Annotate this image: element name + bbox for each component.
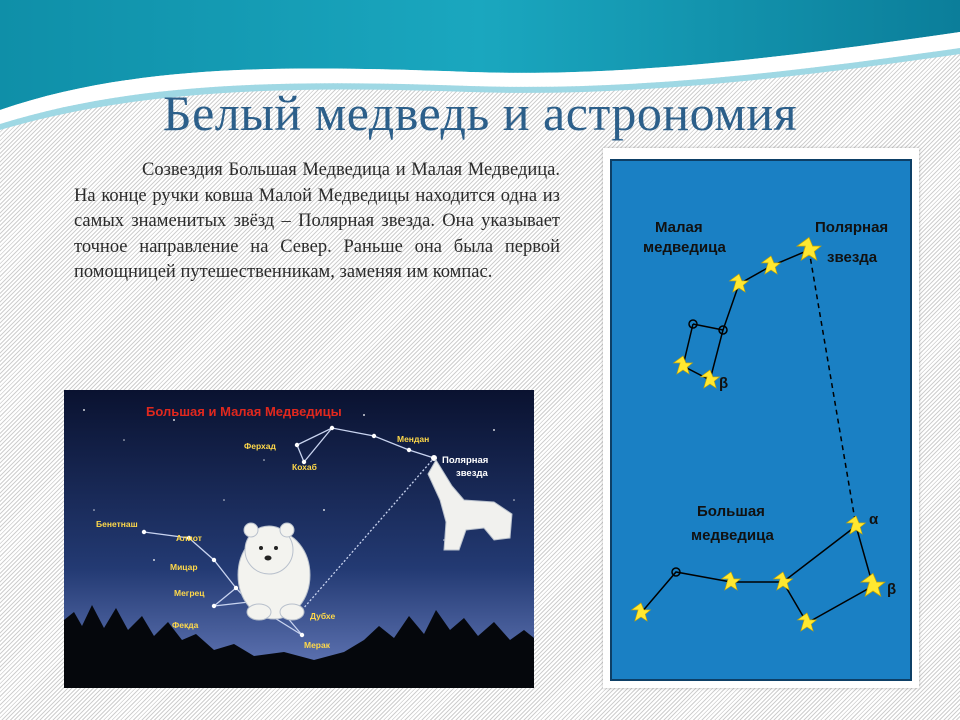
- photo-heading: Большая и Малая Медведицы: [146, 404, 342, 419]
- label-polar-star-line1: Полярная: [815, 219, 889, 236]
- label-polar-line2: звезда: [456, 468, 488, 479]
- constellation-diagram: [603, 148, 919, 688]
- slide-title: Белый медведь и астрономия: [162, 85, 798, 141]
- label-mendan: Мендан: [397, 434, 430, 444]
- label-dubhe: Дубхе: [310, 611, 336, 621]
- label-merak: Мерак: [304, 640, 330, 650]
- label-ferhad: Ферхад: [244, 441, 276, 451]
- label-big-bear-line1: Большая: [697, 503, 765, 520]
- constellation-photo: [64, 390, 534, 688]
- label-polar-line1: Полярная: [442, 455, 489, 466]
- label-big-bear-line2: медведица: [691, 527, 774, 544]
- label-alpha: α: [869, 511, 879, 528]
- label-little-bear-line2: медведица: [643, 239, 726, 256]
- label-little-bear-line1: Малая: [655, 219, 703, 236]
- label-fekda: Фекда: [172, 620, 199, 630]
- label-aliot: Алиот: [176, 533, 202, 543]
- label-kohab: Кохаб: [292, 462, 317, 472]
- label-beta-small: β: [719, 375, 729, 392]
- label-polar-star-line2: звезда: [827, 249, 878, 266]
- description-paragraph: Созвездия Большая Медведица и Малая Медведица. На конце ручки ковша Малой Медведицы находится одна из самых знаменитых звёзд – Полярная звезда. Она указывает точное направление на Север. Раньше она была первой помощницей путешественникам, заменяя им компас.: [74, 160, 560, 282]
- label-megrez: Мегрец: [174, 588, 205, 598]
- label-beta-big: β: [887, 581, 897, 598]
- label-micar: Мицар: [170, 562, 198, 572]
- label-benetnash: Бенетнаш: [96, 519, 138, 529]
